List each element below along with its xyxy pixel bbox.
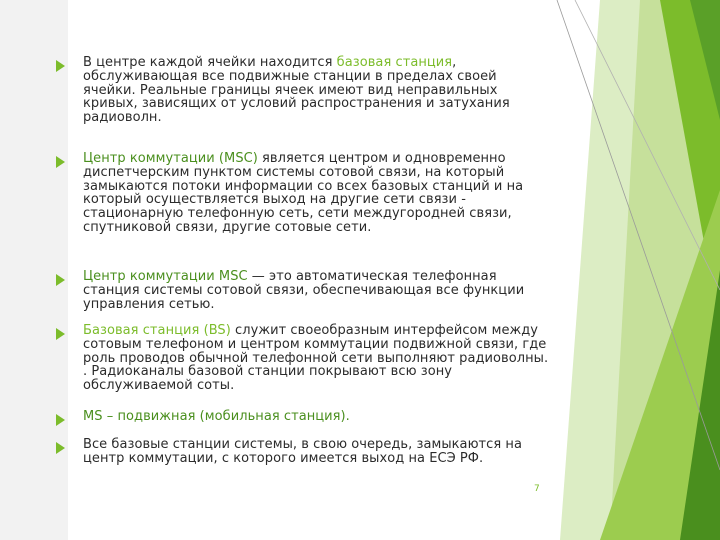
bullet-highlight: Центр коммутации (MSC) <box>83 151 258 166</box>
bullet-text-run: , обслуживающая все подвижные станции в пределах своей ячейки. Реальные границы ячеек имеют вид неправильных кривых, зависящих от условий распространения и затухания радиоволн. <box>83 55 510 126</box>
bullet-text-run: — это автоматическая телефонная станция системы сотовой связи, обеспечивающая все функции управления сетью. <box>83 269 525 312</box>
bullet-text <box>83 410 553 424</box>
bullet-text-run: Все базовые станции системы, в свою очередь, замыкаются на центр коммутации, с которого имеется выход на ЕСЭ РФ. <box>83 437 522 466</box>
bullet-text <box>83 324 553 393</box>
bullet-highlight: Центр коммутации MSC <box>83 269 248 284</box>
bullet-arrow-icon <box>56 328 65 340</box>
bullet-highlight: Базовая станция (BS) <box>83 323 231 338</box>
bullet-arrow-icon <box>56 442 65 454</box>
bullet-arrow-icon <box>56 156 65 168</box>
bullet-text <box>83 438 553 466</box>
bullet-highlight: MS – подвижная (мобильная станция). <box>83 409 350 424</box>
bullet-arrow-icon <box>56 60 65 72</box>
bullet-text <box>83 270 553 311</box>
bullet-text-run: является центром и одновременно диспетчерским пунктом системы сотовой связи, на который замыкаются потоки информации со всех базовых станций и на который осуществляется выход на другие сети связи - стационарную телефонную сеть, сети междугородней связи, спутниковой связи, другие сотовые сети. <box>83 151 524 235</box>
bullet-arrow-icon <box>56 274 65 286</box>
bullet-text-run: В центре каждой ячейки находится <box>83 55 337 70</box>
bullet-highlight: базовая станция <box>336 55 453 70</box>
bullet-text <box>83 56 553 125</box>
bullet-text <box>83 152 553 235</box>
bullet-text-run: служит своеобразным интерфейсом между сотовым телефоном и центром коммутации подвижной связи, где роль проводов обычной телефонной сети выполняют радиоволны. . Радиоканалы базовой станции покрывают всю зону обслуживаемой соты. <box>83 323 549 394</box>
bullet-arrow-icon <box>56 414 65 426</box>
page-number: 7 <box>534 484 540 494</box>
